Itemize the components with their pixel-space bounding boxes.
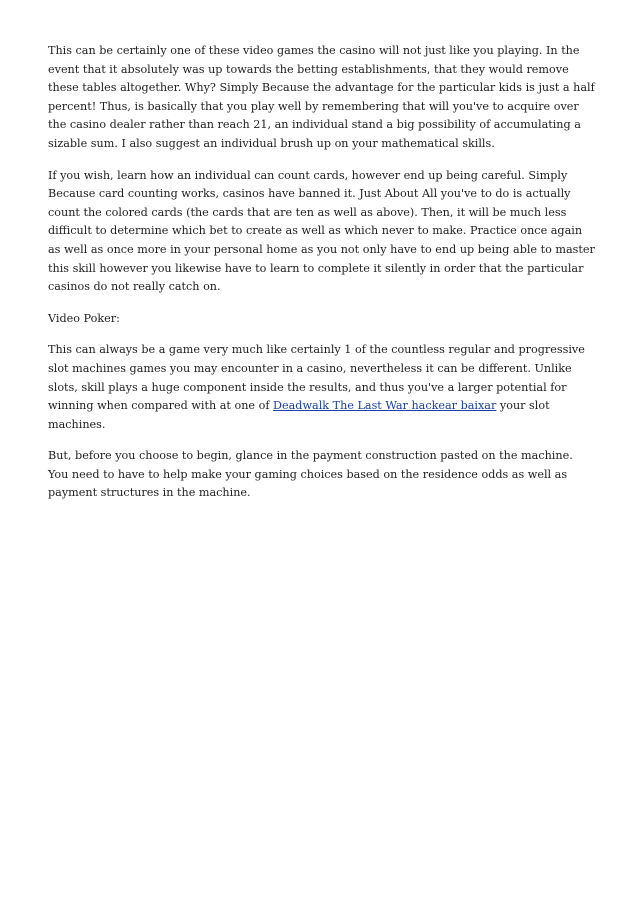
heading-video-poker: Video Poker: bbox=[48, 311, 120, 325]
paragraph-video-poker bbox=[48, 341, 596, 434]
document-body bbox=[48, 42, 596, 516]
paragraph-card-counting: If you wish, learn how an individual can count cards, however end up being careful. Simply Because card counting works, casinos have banned it. Just About All you've to do is actually count the colored cards (the cards that are ten as well as above). Then, it will be much less difficult to determine which bet to create as well as which never to make. Practice once again as well as once more in your personal home as you not only have to end up being able to master this skill however you likewise have to learn to complete it silently in order that the particular casinos do not really catch on. bbox=[48, 168, 595, 294]
paragraph-video-poker-text-start: This can always be a game very much like certainly 1 of the countless regular and progressive slot machines games you may encounter in a casino, nevertheless it can be different. Unlike slots, skill plays a huge component inside the results, and thus you've a larger potential for winning when compared with at one of bbox=[48, 343, 585, 413]
paragraph-video-poker-text-end: your slot machines. bbox=[48, 399, 550, 431]
deadwalk-link[interactable]: Deadwalk The Last War hackear baixar bbox=[273, 399, 497, 413]
paragraph-blackjack: This can be certainly one of these video games the casino will not just like you playing. In the event that it absolutely was up towards the betting establishments, that they would remove these tables altogether. Why? Simply Because the advantage for the particular kids is just a half percent! Thus, is basically that you play well by remembering that will you've to acquire over the casino dealer rather than reach 21, an individual stand a big possibility of accumulating a sizable sum. I also suggest an individual brush up on your mathematical skills. bbox=[48, 44, 595, 150]
paragraph-payment-structure: But, before you choose to begin, glance in the payment construction pasted on the machine. You need to have to help make your gaming choices based on the residence odds as well as payment structures in the machine. bbox=[48, 449, 573, 500]
